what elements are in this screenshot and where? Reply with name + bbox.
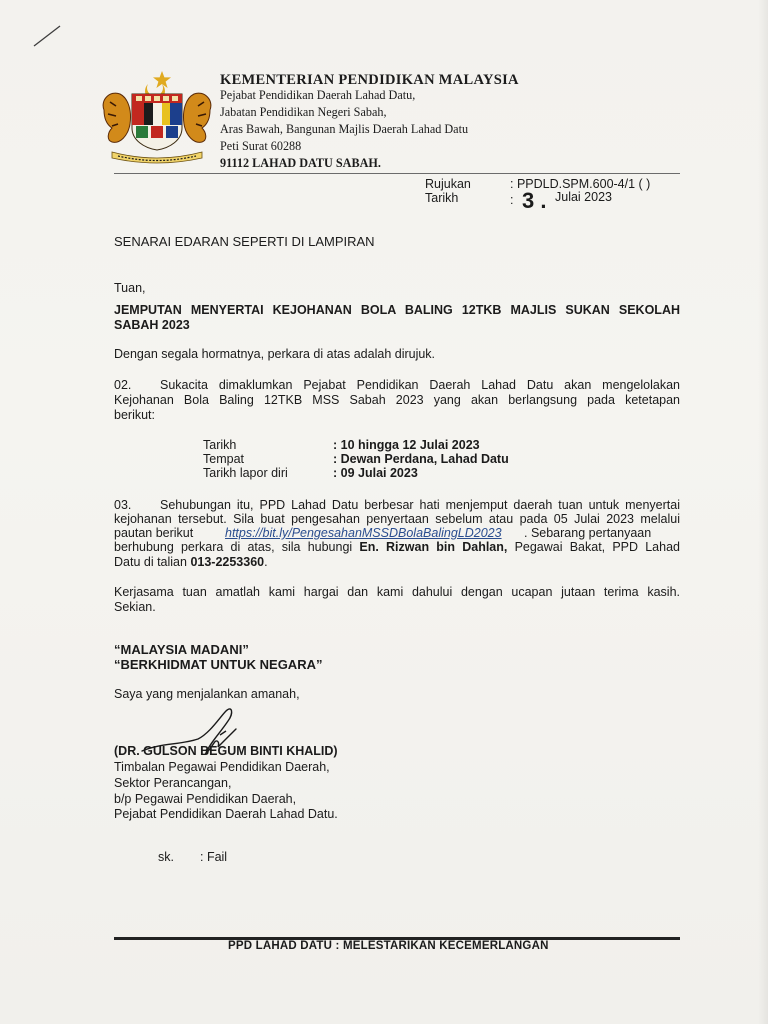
- para-number: 03.: [114, 498, 132, 512]
- detail-value: : 09 Julai 2023: [333, 466, 418, 480]
- para-line: berikut:: [114, 407, 155, 422]
- address-line: Jabatan Pendidikan Negeri Sabah,: [220, 105, 387, 119]
- ministry-name: KEMENTERIAN PENDIDIKAN MALAYSIA: [220, 72, 519, 88]
- subject-line: JEMPUTAN MENYERTAI KEJOHANAN BOLA BALING 12TKB MAJLIS SUKAN SEKOLAH: [114, 303, 680, 317]
- para-text: pautan berikut: [114, 526, 194, 540]
- address-line: Peti Surat 60288: [220, 139, 302, 153]
- para-text: Pegawai Bakat, PPD Lahad: [507, 540, 680, 554]
- coat-of-arms-logo: [98, 70, 216, 164]
- signatory-title-line: Sektor Perancangan,: [114, 776, 232, 790]
- detail-value: : 10 hingga 12 Julai 2023: [333, 438, 480, 452]
- closing: [114, 585, 680, 614]
- ref-value: : PPDLD.SPM.600-4/1 ( ): [510, 177, 651, 191]
- closing-line: Kerjasama tuan amatlah kami hargai dan kami dahului dengan ucapan jutaan terima kasih.: [114, 585, 680, 599]
- para-03: [114, 512, 680, 527]
- office-address: [220, 87, 468, 172]
- ref-label: Rujukan: [425, 177, 471, 191]
- header-divider: [114, 173, 680, 174]
- date-day-handwritten: 3 .: [522, 188, 547, 213]
- para-text: Datu di talian: [114, 555, 191, 569]
- cc-value: : Fail: [200, 850, 228, 864]
- cc-label: sk.: [158, 850, 174, 864]
- salutation: Tuan,: [114, 281, 146, 295]
- date-month-year: Julai 2023: [555, 190, 612, 204]
- subject: [114, 303, 680, 332]
- signatory-title-line: b/p Pegawai Pendidikan Daerah,: [114, 792, 297, 806]
- para-02: [114, 393, 680, 422]
- para-number: 02.: [114, 378, 132, 392]
- para-line: [114, 555, 268, 569]
- address-postcode: 91112 LAHAD DATU SABAH.: [220, 156, 381, 170]
- footer-slogan: PPD LAHAD DATU : MELESTARIKAN KECEMERLANGAN: [228, 940, 549, 952]
- detail-label: Tarikh: [203, 438, 237, 452]
- detail-label: Tarikh lapor diri: [203, 466, 288, 480]
- address-line: Pejabat Pendidikan Daerah Lahad Datu,: [220, 88, 416, 102]
- opening-line: Dengan segala hormatnya, perkara di atas adalah dirujuk.: [114, 347, 436, 361]
- para-02-first: [160, 378, 680, 393]
- slogan: “BERKHIDMAT UNTUK NEGARA”: [114, 657, 323, 672]
- signatory-title-line: Timbalan Pegawai Pendidikan Daerah,: [114, 760, 330, 774]
- para-03-first: [160, 498, 680, 513]
- slogan: “MALAYSIA MADANI”: [114, 642, 249, 657]
- registration-link[interactable]: https://bit.ly/PengesahanMSSDBolaBalingLD2023: [225, 526, 502, 540]
- subject-line: SABAH 2023: [114, 317, 190, 332]
- address-line: Aras Bawah, Bangunan Majlis Daerah Lahad Datu: [220, 122, 469, 136]
- para-text: . Sebarang pertanyaan: [524, 526, 652, 540]
- para-line: Sukacita dimaklumkan Pejabat Pendidikan Daerah Lahad Datu akan mengelolakan: [160, 378, 680, 392]
- para-text: .: [264, 555, 268, 569]
- signatory-name: (DR. GULSON BEGUM BINTI KHALID): [114, 744, 338, 758]
- closing-line: Sekian.: [114, 599, 156, 614]
- para-line: [114, 526, 193, 540]
- para-line: [114, 540, 680, 555]
- para-text: berhubung perkara di atas, sila hubungi: [114, 540, 360, 554]
- contact-phone: 013-2253360: [190, 555, 265, 569]
- para-line: Kejohanan Bola Baling 12TKB MSS Sabah 2023 yang akan berlangsung pada ketetapan: [114, 393, 680, 407]
- recipient-line: SENARAI EDARAN SEPERTI DI LAMPIRAN: [114, 234, 375, 249]
- para-line: Sehubungan itu, PPD Lahad Datu berbesar hati menjemput daerah tuan untuk menyertai: [160, 498, 680, 512]
- signatory-title-line: Pejabat Pendidikan Daerah Lahad Datu.: [114, 807, 338, 821]
- signoff: Saya yang menjalankan amanah,: [114, 687, 300, 701]
- pen-mark-icon: [30, 22, 64, 50]
- contact-person: En. Rizwan bin Dahlan,: [359, 540, 508, 554]
- detail-value: : Dewan Perdana, Lahad Datu: [333, 452, 509, 466]
- date-colon: :: [510, 193, 514, 207]
- para-line: kejohanan tersebut. Sila buat pengesahan penyertaan sebelum atau pada 05 Julai 2023 melalui: [114, 512, 680, 526]
- detail-label: Tempat: [203, 452, 244, 466]
- date-label: Tarikh: [425, 191, 459, 205]
